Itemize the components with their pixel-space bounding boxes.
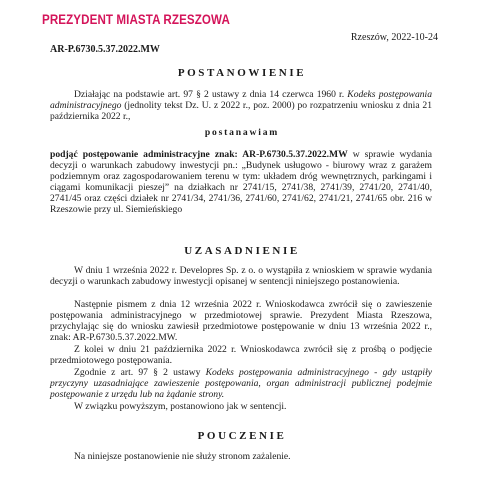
document-title: POSTANOWIENIE bbox=[177, 67, 307, 79]
decision-paragraph: podjąć postępowanie administracyjne znak: AR-P.6730.5.37.2022.MW w sprawie wydania decyzji o warunkach zabudowy inwestycji pn.: „Budynek usługowo - biurowy wraz z garażem podziemnym oraz zagospodarowaniem terenu w tym: układem dróg wewnętrznych, parkingami i ciągami komunikacji pieszej” na działkach nr 2741/15, 2741/38, 2741/39, 2741/20, 2741/40, 2741/45 oraz części działek nr 2741/34, 2741/36, 2741/60, 2741/62, 2741/21, 2741/65 obr. 216 w Rzeszowie przy ul. Siemieńskiego bbox=[50, 149, 432, 215]
justification-p5: W związku powyższym, postanowiono jak w sentencji. bbox=[74, 401, 287, 412]
justification-p3: Z kolei w dniu 21 października 2022 r. Wnioskodawca zwrócił się z prośbą o podjęcie przedmiotowego postępowania. bbox=[50, 344, 432, 366]
intro-paragraph: Działając na podstawie art. 97 § 2 ustawy z dnia 14 czerwca 1960 r. Kodeks postępowania administracyjnego (jednolity tekst Dz. U. z 2022 r., poz. 2000) po rozpatrzeniu wniosku z dnia 21 października 2022 r., bbox=[50, 89, 432, 122]
instruction-text: Na niniejsze postanowienie nie służy stronom zażalenie. bbox=[74, 451, 291, 462]
justification-p4: Zgodnie z art. 97 § 2 ustawy Kodeks postępowania administracyjnego - gdy ustąpiły przyczyny uzasadniające zawieszenie postępowania, organ administracji publicznej podejmie postępowanie z urzędu lub na żądanie strony. bbox=[50, 367, 433, 400]
place-date: Rzeszów, 2022-10-24 bbox=[350, 32, 438, 43]
justification-p1: W dniu 1 września 2022 r. Developres Sp. z o. o wystąpiła z wnioskiem w sprawie wydania decyzji o warunkach zabudowy inwestycji opisanej w sentencji niniejszego postanowienia. bbox=[50, 265, 432, 287]
justification-title: UZASADNIENIE bbox=[184, 245, 300, 257]
decree-word: postanawiam bbox=[204, 127, 280, 138]
case-number: AR-P.6730.5.37.2022.MW bbox=[50, 44, 160, 55]
instruction-title: POUCZENIE bbox=[197, 430, 287, 442]
justification-p2: Następnie pismem z dnia 12 września 2022 r. Wnioskodawca zwrócił się o zawieszenie postępowania administracyjnego w przedmiotowej sprawie. Prezydent Miasta Rzeszowa, przychylając się do wniosku zawiesił przedmiotowe postępowanie w dniu 13 września 2022 r., znak: AR-P.6730.5.37.2022.MW. bbox=[50, 299, 432, 343]
issuer-stamp: PREZYDENT MIASTA RZESZOWA bbox=[42, 12, 230, 27]
